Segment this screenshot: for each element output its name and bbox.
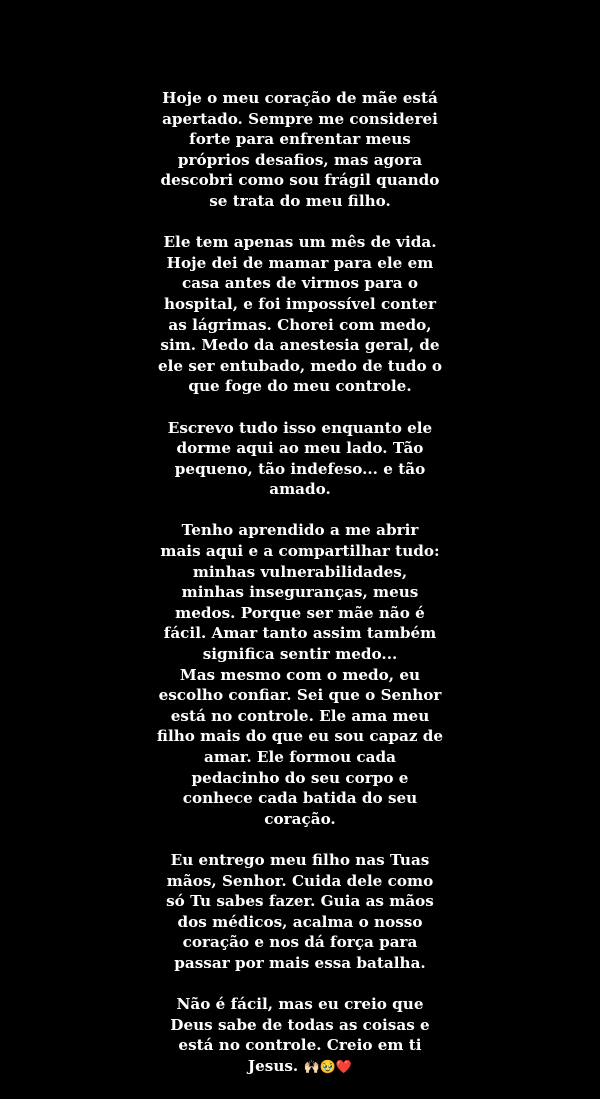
text-line: casa antes de virmos para o xyxy=(181,274,419,293)
text-line: amado. xyxy=(269,480,331,499)
text-line: próprios desafios, mas agora xyxy=(177,150,423,169)
last-line xyxy=(140,1056,460,1079)
text-line: está no controle. Creio em ti xyxy=(178,1036,422,1055)
text-line: dos médicos, acalma o nosso xyxy=(177,912,423,931)
text-line: apertado. Sempre me considerei xyxy=(162,109,438,128)
story-text xyxy=(140,88,460,1099)
text-line-end: Jesus. xyxy=(247,1056,299,1075)
text-line: mais aqui e a compartilhar tudo: xyxy=(160,542,440,561)
text-line: dorme aqui ao meu lado. Tão xyxy=(176,439,424,458)
text-line: minhas inseguranças, meus xyxy=(181,583,419,602)
text-line: medos. Porque ser mãe não é xyxy=(175,603,425,622)
text-line: se trata do meu filho. xyxy=(209,191,391,210)
text-line: filho mais do que eu sou capaz de xyxy=(156,727,444,746)
text-line: coração e nos dá força para xyxy=(182,933,418,952)
text-line: fácil. Amar tanto assim também xyxy=(163,624,437,643)
text-line: forte para enfrentar meus xyxy=(189,130,411,149)
text-line: está no controle. Ele ama meu xyxy=(170,706,430,725)
text-line: conhece cada batida do seu xyxy=(182,789,418,808)
text-line: descobri como sou frágil quando xyxy=(160,171,440,190)
text-line: só Tu sabes fazer. Guia as mãos xyxy=(166,892,434,911)
text-line: coração. xyxy=(264,809,336,828)
red-heart-icon: ❤️ xyxy=(335,1059,353,1075)
text-line: Não é fácil, mas eu creio que xyxy=(176,995,424,1014)
paragraph-5 xyxy=(140,850,460,974)
paragraph-6 xyxy=(140,994,460,1078)
text-line: Escrevo tudo isso enquanto ele xyxy=(167,418,433,437)
text-line: Deus sabe de todas as coisas e xyxy=(170,1015,430,1034)
paragraph-1 xyxy=(140,88,460,212)
text-line: passar por mais essa batalha. xyxy=(174,953,426,972)
text-line: amar. Ele formou cada xyxy=(204,748,396,766)
text-line: escolho confiar. Sei que o Senhor xyxy=(158,686,442,705)
text-line: Hoje o meu coração de mãe está xyxy=(162,89,438,107)
paragraph-2 xyxy=(140,232,460,397)
raising-hands-icon: 🙌🏻 xyxy=(303,1059,320,1075)
text-line: minhas vulnerabilidades, xyxy=(192,562,408,581)
text-line: Eu entrego meu filho nas Tuas xyxy=(170,850,430,869)
holding-back-tears-icon: 🥹 xyxy=(319,1059,336,1075)
text-line: sim. Medo da anestesia geral, de xyxy=(160,336,440,355)
text-line: ele ser entubado, medo de tudo o xyxy=(158,356,442,375)
paragraph-3 xyxy=(140,418,460,500)
text-line: Hoje dei de mamar para ele em xyxy=(166,253,434,272)
paragraph-4 xyxy=(140,520,460,829)
text-line: pequeno, tão indefeso... e tão xyxy=(174,459,426,478)
text-line: mãos, Senhor. Cuida dele como xyxy=(166,871,434,890)
text-line: Tenho aprendido a me abrir xyxy=(181,521,419,540)
text-line: significa sentir medo... xyxy=(202,645,398,664)
text-line: as lágrimas. Chorei com medo, xyxy=(168,315,432,334)
text-line: que foge do meu controle. xyxy=(188,377,412,396)
text-line: pedacinho do seu corpo e xyxy=(191,768,409,787)
text-line: Ele tem apenas um mês de vida. xyxy=(163,233,437,252)
text-line: hospital, e foi impossível conter xyxy=(163,294,437,313)
text-line: Mas mesmo com o medo, eu xyxy=(179,665,421,684)
